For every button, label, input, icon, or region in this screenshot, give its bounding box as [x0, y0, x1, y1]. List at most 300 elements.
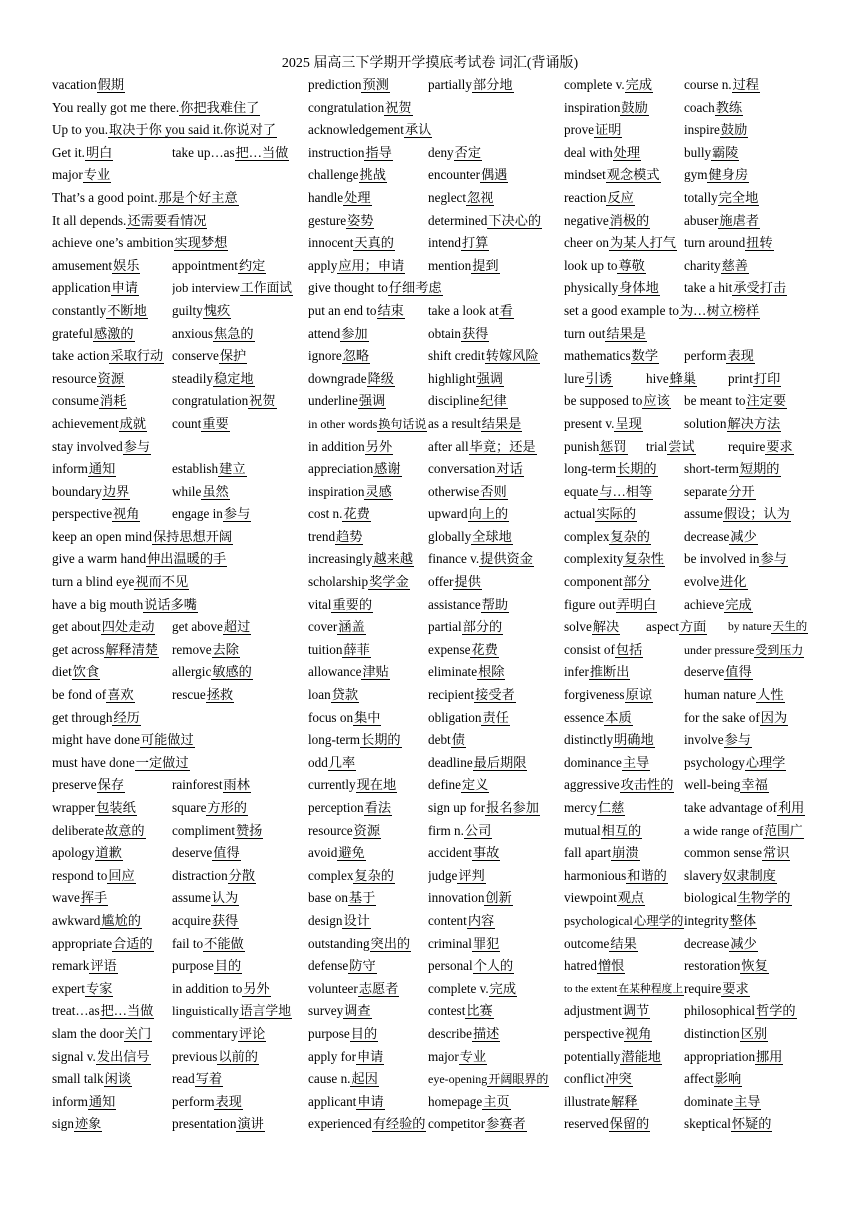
vocab-entry [428, 684, 549, 707]
vocab-meaning: 闲谈 [104, 1071, 132, 1087]
vocab-meaning: 发出信号 [96, 1048, 150, 1064]
vocab-entry [428, 300, 549, 323]
vocab-term: give thought to [308, 280, 388, 296]
vocab-meaning: 哲学的 [756, 1003, 796, 1019]
vocab-meaning: 完成 [625, 77, 653, 92]
vocab-entry [52, 481, 172, 504]
vocab-term: look up to [564, 257, 618, 273]
vocab-row [308, 210, 556, 233]
vocab-row [308, 978, 556, 1001]
vocab-meaning: 下决心的 [488, 212, 542, 228]
vocab-term: slam the door [52, 1025, 124, 1041]
vocab-entry [684, 74, 805, 97]
vocab-meaning: 恢复 [741, 958, 768, 974]
vocab-term: inform [52, 1093, 88, 1109]
vocab-term: mutual [564, 822, 601, 838]
vocab-row [564, 684, 812, 707]
vocab-entry [684, 571, 805, 594]
vocab-entry [308, 1023, 428, 1046]
vocab-meaning: 突出的 [370, 935, 411, 951]
vocab-row [308, 774, 556, 797]
vocab-row [308, 955, 556, 978]
vocab-row [308, 97, 556, 120]
vocab-row [308, 142, 556, 165]
vocab-row [564, 503, 812, 526]
vocab-meaning: 结果是 [606, 325, 646, 341]
vocab-meaning: 挥手 [80, 890, 108, 906]
vocab-term: present v. [564, 415, 615, 431]
vocab-meaning: 视角 [113, 506, 140, 522]
vocab-meaning: 关门 [124, 1025, 152, 1041]
vocab-term: decrease [684, 528, 730, 544]
vocab-entry [684, 1023, 805, 1046]
vocab-meaning: 申请 [111, 280, 138, 296]
vocab-entry [52, 684, 172, 707]
vocab-term: perform [172, 1093, 215, 1109]
vocab-entry [308, 74, 428, 97]
vocab-meaning: 减少 [730, 528, 757, 544]
vocab-term: sign [52, 1116, 74, 1132]
vocab-meaning: 包括 [615, 641, 643, 657]
vocab-meaning: 不断地 [107, 302, 147, 318]
vocab-term: turn a blind eye [52, 574, 135, 590]
vocab-meaning: 注定要 [746, 393, 787, 409]
vocab-entry [564, 639, 684, 662]
vocab-meaning: 娱乐 [113, 257, 140, 273]
vocab-entry [564, 774, 684, 797]
vocab-row [52, 820, 300, 843]
vocab-term: separate [684, 483, 728, 499]
vocab-row [308, 887, 556, 910]
vocab-term: wrapper [52, 800, 96, 815]
vocab-entry [564, 707, 684, 730]
vocab-entry [52, 752, 296, 775]
vocab-term: prove [564, 122, 595, 138]
vocab-row [308, 933, 556, 956]
vocab-term: negative [564, 212, 609, 228]
vocab-entry [52, 616, 172, 639]
vocab-meaning: 经历 [113, 709, 140, 725]
vocab-entry [684, 548, 805, 571]
vocab-term: achievement [52, 415, 119, 431]
vocab-term: upward [428, 506, 468, 522]
vocab-row [52, 955, 300, 978]
vocab-entry [428, 661, 549, 684]
vocab-entry [428, 526, 549, 549]
vocab-entry [52, 729, 296, 752]
vocab-term: attend [308, 325, 341, 341]
vocab-meaning: 挪用 [756, 1048, 783, 1064]
vocab-term: rainforest [172, 777, 223, 793]
vocab-entry [684, 639, 805, 662]
vocab-entry [172, 639, 293, 662]
vocab-entry [172, 910, 293, 933]
vocab-meaning: 薛菲 [343, 641, 370, 657]
vocab-term: inspire [684, 122, 720, 138]
vocab-meaning: 基于 [348, 890, 376, 906]
vocab-term: affect [684, 1071, 714, 1087]
vocab-meaning: 对话 [496, 461, 523, 477]
vocab-term: in addition to [172, 980, 243, 996]
vocab-meaning: 慈善 [721, 257, 748, 273]
vocab-meaning: 参与 [123, 438, 151, 454]
vocab-entry [52, 277, 172, 300]
vocab-row [308, 616, 556, 639]
vocab-entry [564, 210, 684, 233]
vocab-term: otherwise [428, 483, 480, 499]
vocab-entry [684, 1046, 805, 1069]
vocab-row [308, 300, 556, 323]
vocab-entry [308, 1046, 428, 1069]
vocab-term: downgrade [308, 370, 367, 386]
vocab-meaning: 评论 [238, 1025, 266, 1041]
vocab-meaning: 目的 [350, 1025, 378, 1041]
vocab-entry [52, 142, 172, 165]
vocab-entry [684, 458, 805, 481]
vocab-meaning: 指导 [365, 144, 392, 160]
vocab-term: job interview [172, 281, 240, 296]
vocab-term: assume [172, 890, 211, 906]
vocab-meaning: 评语 [90, 958, 117, 974]
vocab-entry [52, 390, 172, 413]
vocab-row [564, 481, 812, 504]
vocab-term: partially [428, 77, 472, 92]
vocab-term: distraction [172, 867, 228, 883]
vocab-term: get through [52, 709, 113, 725]
vocab-term: contest [428, 1003, 466, 1019]
vocab-meaning: 观点 [617, 890, 645, 906]
vocab-term: cheer on [564, 235, 610, 251]
vocab-term: count [172, 415, 202, 431]
vocab-term: shift credit [428, 348, 485, 364]
vocab-row [52, 661, 300, 684]
vocab-meaning: 应该 [643, 393, 670, 409]
vocab-entry [428, 707, 549, 730]
vocab-term: respond to [52, 867, 108, 883]
vocab-entry [172, 323, 293, 346]
vocab-term: judge [428, 867, 458, 883]
vocab-entry [428, 1023, 549, 1046]
vocab-meaning: 部分地 [472, 77, 513, 92]
vocab-term: complete v. [428, 980, 489, 996]
vocab-meaning: 故意的 [104, 822, 145, 838]
vocab-entry [564, 842, 684, 865]
vocab-term: vital [308, 596, 332, 612]
vocab-entry [428, 1113, 549, 1136]
vocab-term: acquire [172, 912, 211, 928]
vocab-meaning: 完全地 [718, 189, 759, 205]
vocab-entry [172, 887, 293, 910]
vocab-entry [564, 232, 684, 255]
vocab-row [564, 933, 812, 956]
vocab-entry [564, 164, 684, 187]
vocab-row [52, 1068, 300, 1091]
vocab-term: get above [172, 619, 223, 635]
vocab-meaning: 有经验的 [372, 1116, 426, 1132]
vocab-term: hatred [564, 958, 597, 974]
vocab-meaning: 去除 [212, 641, 239, 657]
vocabulary-column-2 [308, 74, 556, 1136]
vocab-meaning: 数学 [631, 348, 659, 364]
vocab-meaning: 专家 [85, 980, 113, 996]
vocab-meaning: 复杂的 [354, 867, 394, 883]
vocab-entry [684, 820, 805, 843]
vocab-meaning: 保留的 [609, 1116, 650, 1132]
vocab-term: neglect [428, 189, 467, 205]
vocab-row [564, 74, 812, 97]
vocab-entry [172, 345, 293, 368]
vocab-row [564, 1023, 812, 1046]
vocab-term: for the sake of [684, 709, 760, 725]
vocab-meaning: 公司 [464, 822, 492, 838]
vocab-entry [308, 752, 428, 775]
vocab-entry [172, 368, 293, 391]
vocab-term: trial [646, 438, 668, 454]
vocab-meaning: 内容 [467, 912, 495, 928]
vocab-term: get across [52, 641, 105, 657]
vocab-meaning: 成就 [119, 415, 147, 431]
vocab-term: component [564, 574, 623, 590]
vocab-term: allowance [308, 664, 362, 680]
vocab-row [52, 458, 300, 481]
vocab-meaning: 目的 [214, 958, 242, 974]
vocab-meaning: 专业 [459, 1048, 487, 1064]
vocab-term: require [684, 980, 722, 996]
vocab-term: assume [684, 506, 723, 522]
vocab-row [52, 413, 300, 436]
vocab-row [52, 210, 300, 233]
vocab-term: outcome [564, 935, 610, 951]
vocab-term: outstanding [308, 935, 370, 951]
vocab-entry [684, 797, 805, 820]
vocab-row [564, 187, 812, 210]
vocab-term: consist of [564, 641, 615, 657]
vocab-term: physically [564, 280, 619, 296]
vocab-term: application [52, 280, 111, 296]
vocab-entry [684, 255, 805, 278]
vocab-meaning: 常识 [763, 845, 790, 861]
vocab-term: apply [308, 257, 338, 273]
vocab-entry [52, 548, 296, 571]
vocab-term: applicant [308, 1093, 357, 1109]
vocab-row [564, 436, 812, 459]
vocab-entry [172, 503, 293, 526]
vocab-row [308, 571, 556, 594]
vocab-entry [52, 74, 296, 97]
vocab-entry [684, 752, 805, 775]
vocab-meaning: 还需要看情况 [127, 212, 207, 228]
vocab-meaning: 趋势 [336, 528, 363, 544]
vocab-row [308, 390, 556, 413]
vocab-row [52, 481, 300, 504]
vocab-term: mathematics [564, 348, 631, 364]
vocab-row [564, 1068, 812, 1091]
vocab-meaning: 蜂巢 [669, 370, 697, 386]
vocab-entry [428, 571, 549, 594]
vocab-term: common sense [684, 845, 763, 861]
vocab-row [52, 368, 300, 391]
vocab-entry [52, 164, 296, 187]
vocab-term: actual [564, 506, 596, 522]
vocab-meaning: 最后期限 [473, 754, 527, 770]
vocab-term: require [728, 438, 766, 454]
vocab-meaning: 奖学金 [369, 574, 409, 590]
vocab-term: assistance [428, 596, 481, 612]
vocab-meaning: 防守 [349, 958, 376, 974]
vocab-row [52, 933, 300, 956]
vocab-meaning: 主导 [622, 754, 650, 770]
vocab-meaning: 现在地 [356, 777, 397, 793]
vocab-meaning: 祝贺 [249, 393, 276, 409]
vocab-meaning: 实现梦想 [174, 235, 228, 251]
vocab-term: be meant to [684, 393, 746, 409]
vocab-meaning: 值得 [725, 664, 752, 680]
vocab-term: loan [308, 687, 331, 703]
vocab-entry [52, 323, 172, 346]
vocab-term: figure out [564, 596, 616, 612]
vocab-entry [684, 210, 805, 233]
vocab-meaning: 施虐者 [719, 212, 759, 228]
vocab-entry [52, 232, 296, 255]
vocab-entry [172, 1068, 293, 1091]
vocab-meaning: 雨林 [223, 777, 250, 793]
vocab-meaning: 取决于你 you said it.你说对了 [109, 122, 277, 138]
vocab-entry [564, 458, 684, 481]
vocab-entry [308, 210, 428, 233]
vocab-row [564, 616, 812, 639]
vocab-entry [172, 255, 293, 278]
vocab-term: resource [52, 370, 97, 386]
vocab-meaning: 提到 [472, 257, 499, 273]
vocab-meaning: 迹象 [74, 1116, 102, 1132]
vocab-meaning: 回应 [108, 867, 135, 883]
vocab-term: psychological [564, 913, 633, 928]
vocab-meaning: 要求 [722, 980, 749, 996]
vocab-term: appreciation [308, 461, 374, 477]
vocab-entry [684, 1091, 805, 1114]
vocab-meaning: 反应 [607, 189, 634, 205]
vocab-entry [308, 97, 552, 120]
vocab-row [52, 594, 300, 617]
vocab-entry [172, 1113, 293, 1136]
vocab-entry [308, 390, 428, 413]
vocab-row [564, 368, 812, 391]
vocab-row [564, 458, 812, 481]
vocab-entry [308, 1091, 428, 1114]
vocab-term: forgiveness [564, 687, 625, 703]
vocab-term: inform [52, 461, 88, 477]
vocab-term: avoid [308, 845, 338, 861]
vocab-term: complexity [564, 551, 624, 567]
vocab-entry [172, 684, 293, 707]
vocab-term: treat…as [52, 1003, 100, 1019]
vocab-term: totally [684, 189, 718, 205]
vocab-row [308, 1023, 556, 1046]
vocab-term: solution [684, 415, 727, 431]
vocab-term: scholarship [308, 574, 369, 590]
vocab-row [564, 164, 812, 187]
vocab-term: content [428, 912, 467, 928]
vocab-entry [564, 74, 684, 97]
vocab-meaning: 专业 [83, 167, 111, 183]
vocab-row [52, 142, 300, 165]
vocab-meaning: 忽略 [342, 348, 370, 364]
vocab-term: abuser [684, 212, 719, 228]
vocab-meaning: 与…相等 [599, 483, 653, 499]
vocab-term: purpose [172, 958, 214, 974]
vocab-meaning: 消极的 [609, 212, 650, 228]
vocab-row [564, 910, 812, 933]
vocab-meaning: 重要 [202, 415, 229, 431]
vocab-entry [52, 300, 172, 323]
vocab-entry [564, 323, 808, 346]
vocab-entry [52, 119, 296, 142]
vocab-term: compliment [172, 822, 235, 838]
vocab-term: slavery [684, 867, 723, 883]
vocab-meaning: 明白 [85, 144, 113, 160]
vocab-entry [684, 119, 805, 142]
vocab-meaning: 处理 [613, 144, 641, 160]
vocab-row [564, 1046, 812, 1069]
vocab-term: take advantage of [684, 800, 777, 815]
vocab-term: perspective [52, 506, 113, 522]
vocab-entry [52, 1091, 172, 1114]
vocab-row [308, 481, 556, 504]
vocab-meaning: 愧疚 [203, 302, 231, 318]
vocab-entry [684, 142, 805, 165]
vocab-term: apology [52, 845, 95, 861]
vocab-row [52, 774, 300, 797]
vocab-term: expert [52, 980, 85, 996]
vocab-term: experienced [308, 1116, 372, 1132]
vocab-term: keep an open mind [52, 528, 152, 544]
vocab-entry [428, 164, 549, 187]
vocab-entry [564, 797, 684, 820]
vocab-entry [308, 684, 428, 707]
vocab-row [52, 1091, 300, 1114]
vocab-meaning: 语言学地 [239, 1004, 292, 1019]
vocab-entry [52, 1068, 172, 1091]
vocab-entry [52, 639, 172, 662]
vocab-term: encounter [428, 167, 480, 183]
vocab-term: appropriate [52, 935, 113, 951]
vocab-row [52, 436, 300, 459]
vocab-term: focus on [308, 709, 354, 725]
vocab-entry [684, 390, 805, 413]
vocab-entry [564, 661, 684, 684]
vocab-entry [52, 594, 296, 617]
vocab-row [52, 119, 300, 142]
vocab-entry [428, 774, 549, 797]
vocab-term: to the extent [564, 982, 618, 995]
vocab-meaning: 表现 [727, 348, 754, 364]
vocab-row [52, 74, 300, 97]
vocab-meaning: 奴隶制度 [723, 867, 776, 883]
vocab-term: increasingly [308, 551, 373, 567]
vocab-entry [564, 955, 684, 978]
vocab-term: reserved [564, 1116, 609, 1132]
vocab-row [308, 277, 556, 300]
vocab-entry [564, 481, 684, 504]
vocab-term: solve [564, 619, 592, 635]
vocab-meaning: 避免 [338, 845, 365, 861]
vocab-entry [172, 797, 293, 820]
vocab-term: challenge [308, 167, 359, 183]
vocab-entry [646, 368, 728, 391]
vocab-term: grateful [52, 325, 94, 341]
vocab-term: as a result [428, 415, 481, 431]
vocab-meaning: 一定做过 [135, 754, 189, 770]
